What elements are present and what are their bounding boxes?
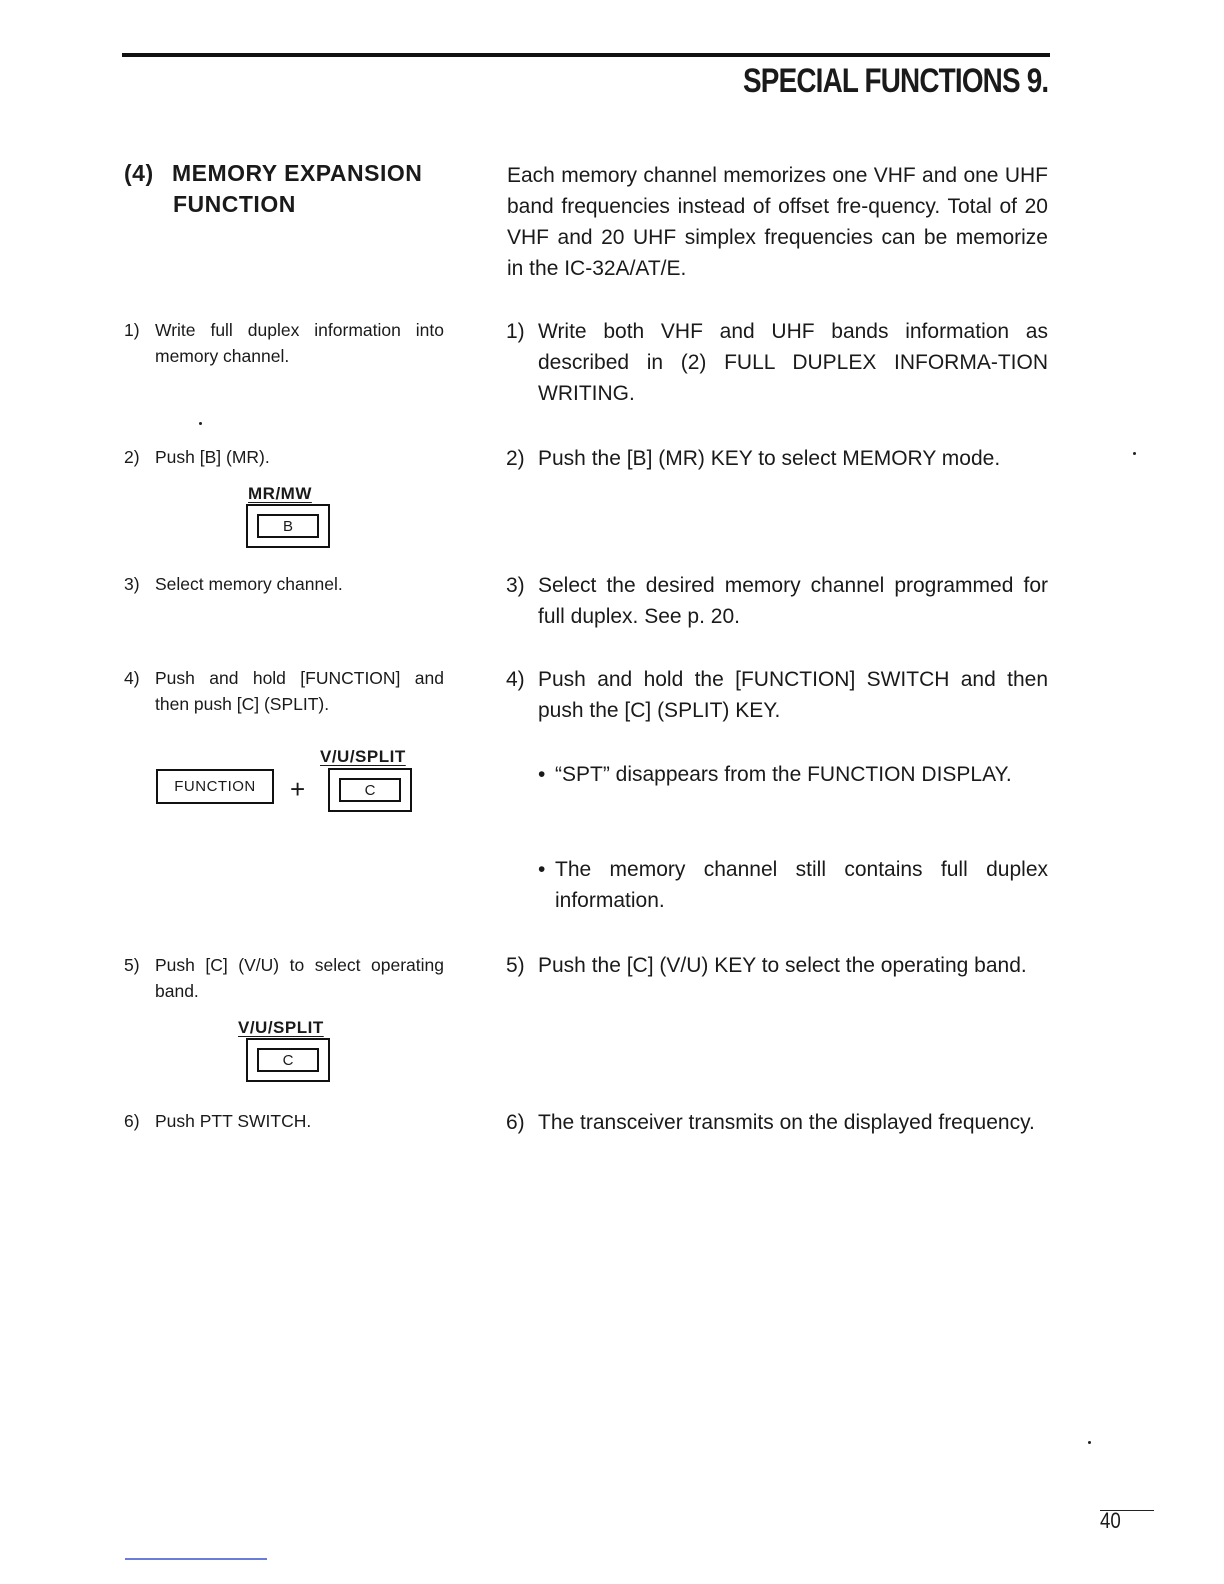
step-number: 3) <box>124 574 140 594</box>
step-number: 1) <box>506 320 525 343</box>
left-step-6 <box>124 1108 444 1134</box>
step-text: Select memory channel. <box>155 574 343 594</box>
left-step-4 <box>124 665 444 717</box>
bullet-dot: • <box>538 763 546 786</box>
split-key-diagram <box>328 768 412 812</box>
step-text: The transceiver transmits on the displayed frequency. <box>538 1111 1035 1134</box>
function-key-diagram: FUNCTION <box>156 769 274 804</box>
step-number: 4) <box>124 668 140 688</box>
step-number: 6) <box>124 1111 140 1131</box>
scan-speck <box>1088 1441 1091 1444</box>
right-step-1 <box>506 316 1048 409</box>
bullet-memory-channel <box>538 854 1048 916</box>
step-text: Select the desired memory channel programmed for full duplex. See p. 20. <box>538 574 1048 628</box>
plus-sign: + <box>290 774 306 804</box>
mr-mw-key-label: MR/MW <box>248 484 312 503</box>
left-step-2 <box>124 444 444 470</box>
split-key-label: V/U/SPLIT <box>320 747 406 766</box>
step-text: Push the [C] (V/U) KEY to select the operating band. <box>538 954 1027 977</box>
intro-paragraph: Each memory channel memorizes one VHF and one UHF band frequencies instead of offset fre-quency. Total of 20 VHF and 20 UHF simplex frequencies can be memorize in the IC-32A/AT/E. <box>507 164 1048 280</box>
page-number: 40 <box>1100 1508 1121 1533</box>
step-text: Write both VHF and UHF bands information as described in (2) FULL DUPLEX INFORMA-TION WRITING. <box>538 320 1048 405</box>
step-text: Push [C] (V/U) to select operating band. <box>155 955 444 1001</box>
bottom-edge-mark <box>125 1558 267 1560</box>
step-text: Push the [B] (MR) KEY to select MEMORY mode. <box>538 447 1001 470</box>
mr-key-diagram <box>246 504 330 548</box>
step-text: Push [B] (MR). <box>155 447 270 467</box>
left-step-5 <box>124 952 444 1004</box>
step-text: Push and hold [FUNCTION] and then push [C] (SPLIT). <box>155 668 444 714</box>
step-number: 3) <box>506 574 525 597</box>
mr-key-cap: B <box>257 514 319 538</box>
right-step-2 <box>506 443 1048 474</box>
step-number: 5) <box>124 955 140 975</box>
step-number: 6) <box>506 1111 525 1134</box>
section-title-line1: MEMORY EXPANSION <box>172 160 423 186</box>
step-number: 1) <box>124 320 140 340</box>
right-step-4 <box>506 664 1048 726</box>
section-title-line2: FUNCTION <box>173 191 296 217</box>
scan-speck <box>1133 452 1136 455</box>
step-number: 5) <box>506 954 525 977</box>
vu-key-cap: C <box>257 1048 319 1072</box>
vu-key-label: V/U/SPLIT <box>238 1018 324 1037</box>
step-text: Push PTT SWITCH. <box>155 1111 312 1131</box>
scan-speck <box>199 422 202 425</box>
left-step-1 <box>124 317 444 369</box>
section-heading <box>124 158 454 220</box>
right-step-3 <box>506 570 1048 632</box>
header-rule <box>122 53 1050 57</box>
vu-key-diagram <box>246 1038 330 1082</box>
bullet-text: “SPT” disappears from the FUNCTION DISPLAY. <box>555 763 1012 786</box>
step-number: 2) <box>124 447 140 467</box>
split-key-cap: C <box>339 778 401 802</box>
step-text: Push and hold the [FUNCTION] SWITCH and then push the [C] (SPLIT) KEY. <box>538 668 1048 722</box>
right-step-6 <box>506 1107 1048 1138</box>
bullet-spt <box>538 759 1048 790</box>
bullet-dot: • <box>538 858 546 881</box>
section-number: (4) <box>124 160 154 186</box>
step-text: Write full duplex information into memory channel. <box>155 320 444 366</box>
step-number: 4) <box>506 668 525 691</box>
bullet-text: The memory channel still contains full duplex information. <box>555 858 1048 912</box>
page-title: SPECIAL FUNCTIONS 9. <box>742 62 1048 100</box>
left-step-3 <box>124 571 444 597</box>
step-number: 2) <box>506 447 525 470</box>
right-step-5 <box>506 950 1048 981</box>
